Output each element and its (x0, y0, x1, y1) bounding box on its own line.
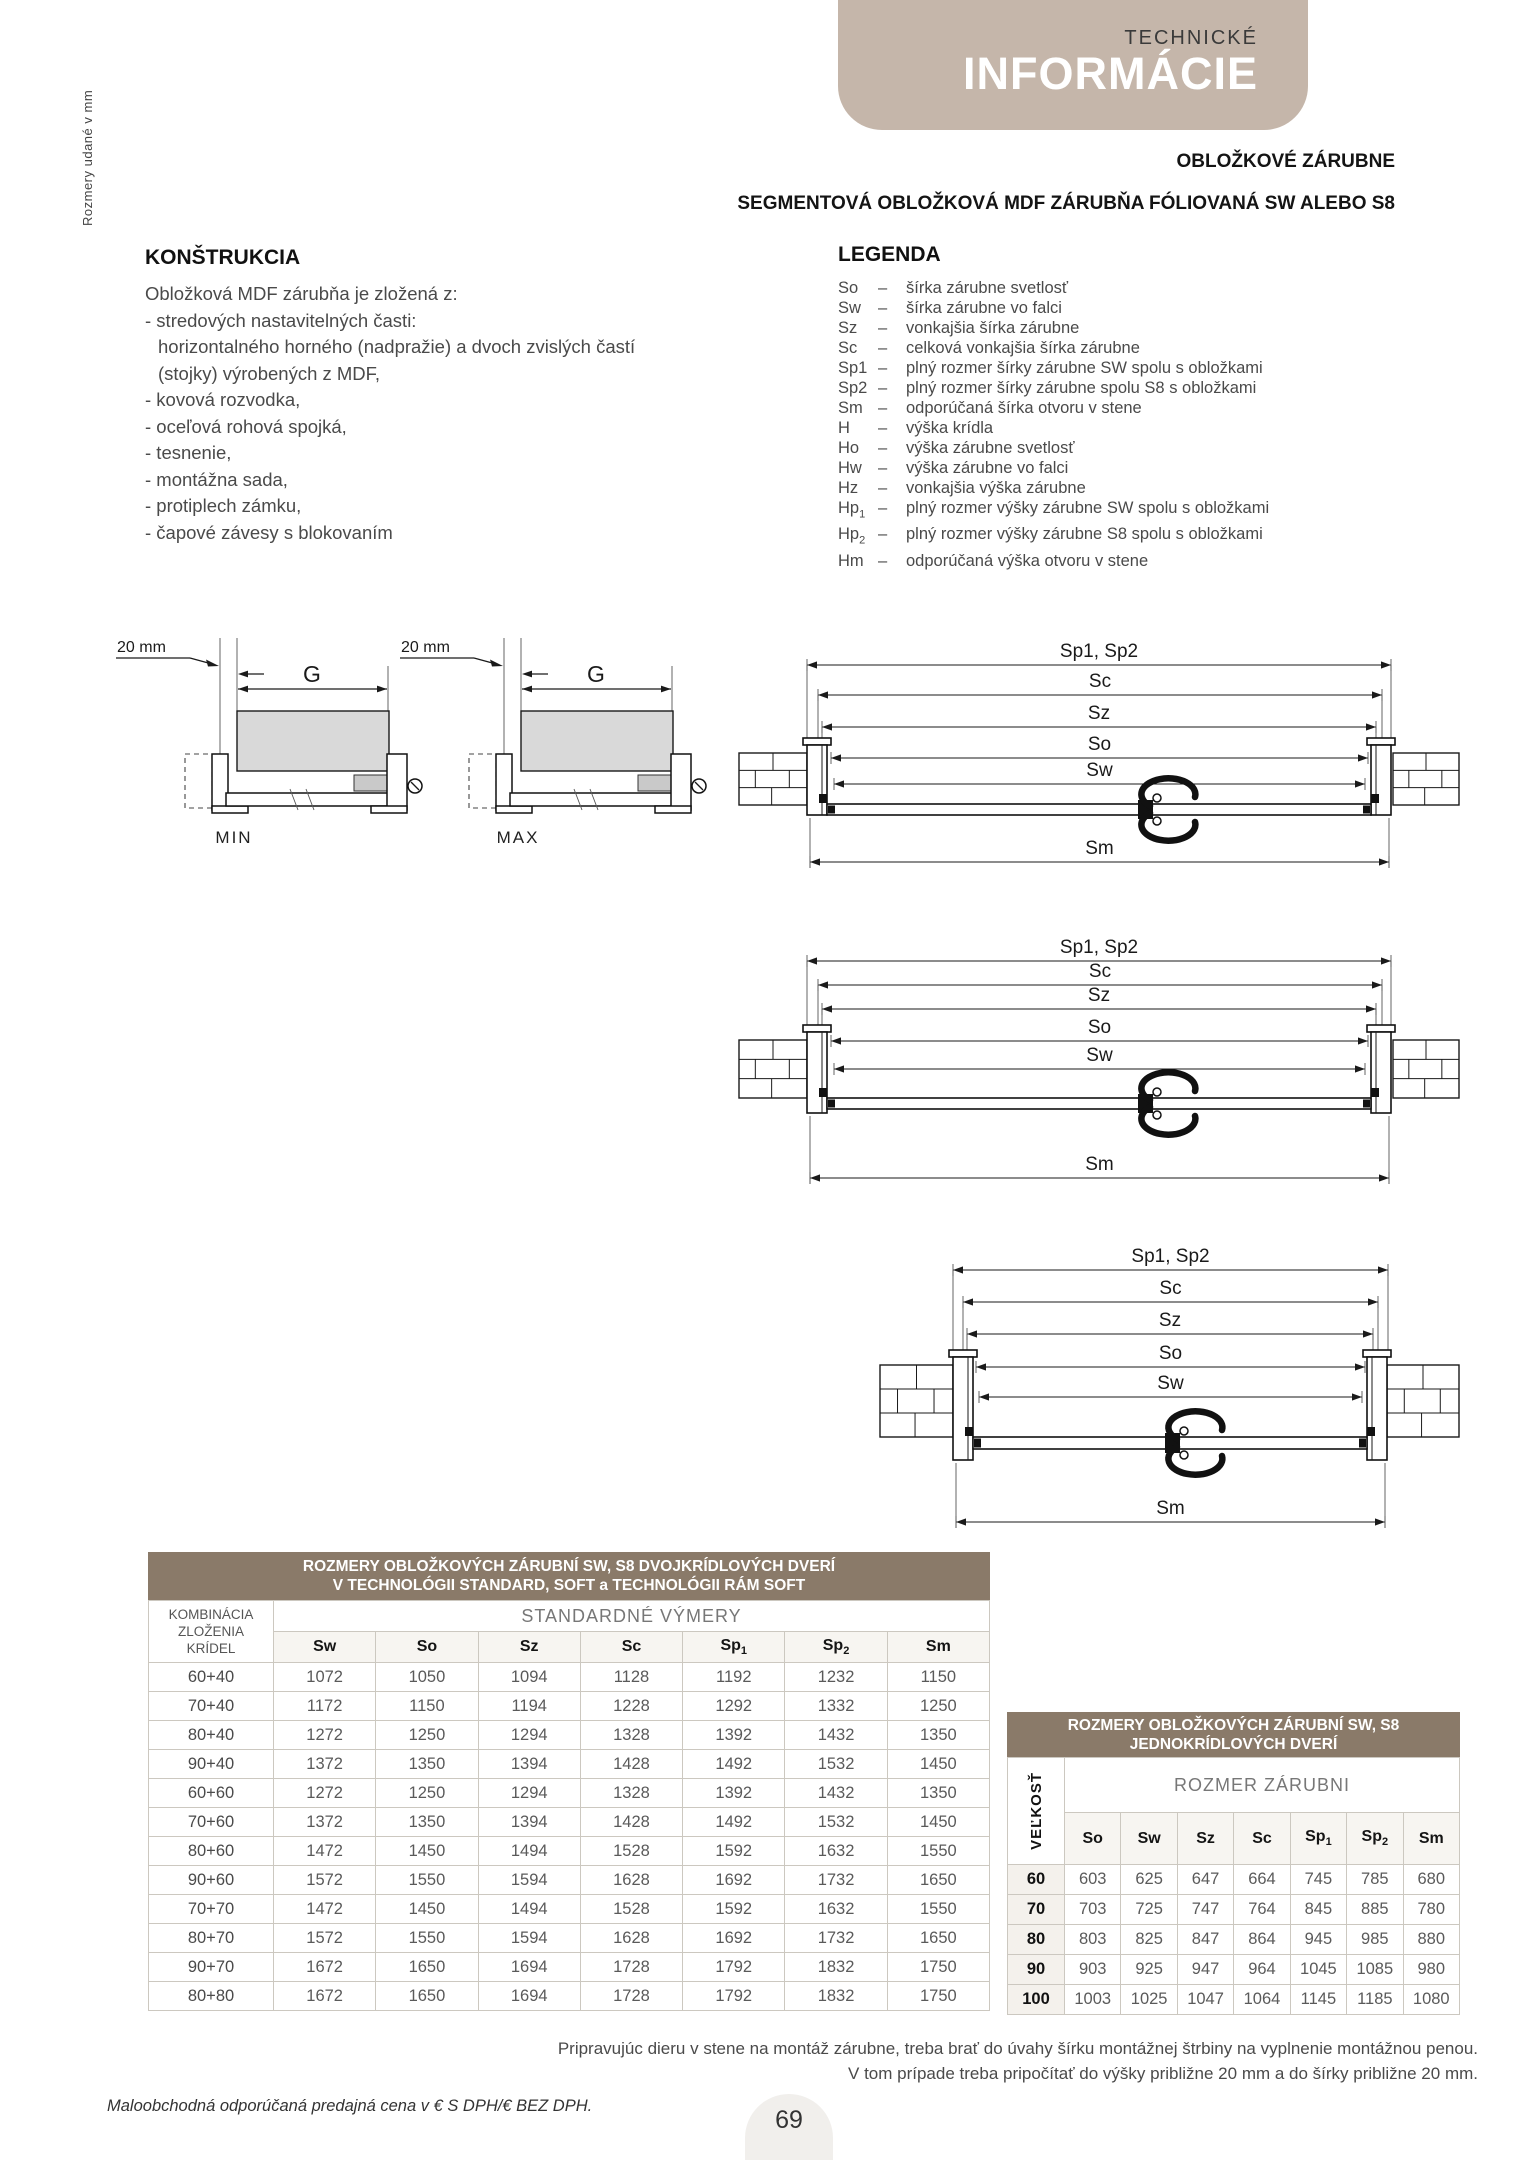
dimension-cell: 1194 (478, 1692, 580, 1721)
brick-wall-right (1393, 753, 1459, 805)
tag-big-title: INFORMÁCIE (963, 48, 1258, 99)
dim-label-sw: Sw (1086, 1045, 1113, 1066)
table-title-line1: ROZMERY OBLOŽKOVÝCH ZÁRUBNÍ SW, S8 DVOJKRÍDLOVÝCH DVERÍ (302, 1558, 836, 1575)
dimension-cell: 1672 (274, 1953, 376, 1982)
wall-section-diagram-2 (730, 937, 1529, 1192)
dimension-cell: 845 (1290, 1895, 1346, 1925)
dimension-cell: 1025 (1121, 1985, 1177, 2015)
jamb-bracket (1363, 1350, 1391, 1357)
text-line: horizontalného horného (nadpražie) a dvoch zvislých častí (158, 336, 636, 357)
table-title-line1: ROZMERY OBLOŽKOVÝCH ZÁRUBNÍ SW, S8 (1067, 1716, 1400, 1734)
frame-jamb (1371, 745, 1391, 815)
legend-item: H – výška krídla (838, 419, 994, 437)
corner-header (1008, 1758, 1065, 1865)
legend-item: Sm – odporúčaná šírka otvoru v stene (838, 399, 1142, 417)
dimension-cell: 1692 (683, 1866, 785, 1895)
dimension-cell: 625 (1121, 1865, 1177, 1895)
dimension-cell: 1550 (376, 1866, 478, 1895)
dimension-cell: 1085 (1347, 1955, 1403, 1985)
column-header: $Sp_1$ (683, 1632, 785, 1663)
dimension-cell: 1694 (478, 1982, 580, 2011)
dimension-cell: 1047 (1177, 1985, 1233, 2015)
dimension-cell: 785 (1347, 1865, 1403, 1895)
section-title: OBLOŽKOVÉ ZÁRUBNE (1176, 151, 1395, 172)
legend-item: Sp1 – plný rozmer šírky zárubne SW spolu s obložkami (838, 359, 1263, 377)
dim-label-sc: Sc (1088, 671, 1112, 692)
row-label: 90+60 (149, 1866, 274, 1895)
dimension-cell: 847 (1177, 1925, 1233, 1955)
dimension-cell: 903 (1065, 1955, 1121, 1985)
text-line: - stredových nastavitelných časti: (145, 309, 417, 331)
dimension-cell: 1432 (785, 1721, 887, 1750)
dimension-cell: 1792 (683, 1953, 785, 1982)
column-header: Sc (1234, 1813, 1290, 1865)
text-line: - montážna sada, (145, 468, 288, 490)
table-row (149, 1692, 990, 1721)
column-header: Sw (274, 1632, 376, 1663)
subheader-row (149, 1632, 990, 1663)
row-label: 60+60 (149, 1779, 274, 1808)
dimension-cell: 1392 (683, 1721, 785, 1750)
column-header: So (376, 1632, 478, 1663)
min-caption: MIN (215, 828, 253, 847)
dim-label-sc: Sc (1088, 961, 1112, 982)
dimension-cell: 1650 (887, 1866, 989, 1895)
dimension-cell: 1272 (274, 1779, 376, 1808)
dimension-cell: 1350 (887, 1721, 989, 1750)
table-row (149, 1953, 990, 1982)
dimension-cell: 1350 (887, 1779, 989, 1808)
dimension-cell: 764 (1234, 1895, 1290, 1925)
table-row (1008, 1955, 1460, 1985)
row-label: 80+70 (149, 1924, 274, 1953)
dim-label-sz: Sz (1158, 1310, 1182, 1331)
row-label: 70+40 (149, 1692, 274, 1721)
dimension-cell: 1450 (887, 1808, 989, 1837)
legend-item: Ho – výška zárubne svetlosť (838, 439, 1075, 457)
column-header: $Sp_1$ (1290, 1813, 1346, 1865)
dimension-cell: 1494 (478, 1895, 580, 1924)
legend-item: Sz – vonkajšia šírka zárubne (838, 319, 1080, 337)
table-row (1008, 1925, 1460, 1955)
table-row (149, 1721, 990, 1750)
dimension-cell: 1450 (887, 1750, 989, 1779)
dimension-cell: 1628 (580, 1924, 682, 1953)
dimension-cell: 1728 (580, 1982, 682, 2011)
dimension-cell: 825 (1121, 1925, 1177, 1955)
table-row (1008, 1985, 1460, 2015)
dimension-cell: 1728 (580, 1953, 682, 1982)
dimension-cell: 1350 (376, 1750, 478, 1779)
dimension-cell: 1550 (887, 1895, 989, 1924)
legend-list (838, 278, 1486, 571)
row-label: 80+80 (149, 1982, 274, 2011)
dimension-cell: 1732 (785, 1866, 887, 1895)
column-header: $Sp_2$ (1347, 1813, 1403, 1865)
column-header: $Sp_2$ (785, 1632, 887, 1663)
dimension-cell: 1050 (376, 1663, 478, 1692)
column-header: So (1065, 1813, 1121, 1865)
dimension-cell: 1232 (785, 1663, 887, 1692)
dimension-cell: 1192 (683, 1663, 785, 1692)
brick-wall-left (739, 753, 807, 805)
double-door-dimensions-table (148, 1552, 990, 2011)
dimension-cell: 1185 (1347, 1985, 1403, 2015)
table-title-band (148, 1552, 990, 1600)
legend-item: $Hp_1$ – plný rozmer výšky zárubne SW spolu s obložkami (838, 499, 1270, 521)
dimension-cell: 1750 (887, 1953, 989, 1982)
row-label: 90+40 (149, 1750, 274, 1779)
dimension-cell: 1650 (376, 1953, 478, 1982)
mounting-note-line2: V tom prípade treba pripočítať do výšky približne 20 mm a do šírky približne 20 mm. (848, 2064, 1478, 2083)
dimension-cell: 725 (1121, 1895, 1177, 1925)
dimension-cell: 1528 (580, 1837, 682, 1866)
table-row (149, 1779, 990, 1808)
dimension-cell: 803 (1065, 1925, 1121, 1955)
dim-g-label: G (303, 661, 321, 687)
table-row (149, 1982, 990, 2011)
column-header: Sz (1177, 1813, 1233, 1865)
dimension-cell: 647 (1177, 1865, 1233, 1895)
dimension-cell: 1292 (683, 1692, 785, 1721)
legend-item: Sc – celková vonkajšia šírka zárubne (838, 339, 1140, 357)
dimension-cell: 1332 (785, 1692, 887, 1721)
corner-header: KOMBINÁCIA ZLOŽENIA KRÍDEL (149, 1601, 274, 1663)
construction-list (145, 281, 725, 546)
dim-label-sc: Sc (1159, 1278, 1182, 1299)
text-line: - kovová rozvodka, (145, 389, 301, 410)
wall-section-diagram-3 (875, 1246, 1465, 1532)
row-label: 80+60 (149, 1837, 274, 1866)
dim-label-sw: Sw (1157, 1373, 1184, 1394)
dim-label-so: So (1087, 1017, 1112, 1038)
dimension-cell: 1145 (1290, 1985, 1346, 2015)
dimension-cell: 1250 (376, 1779, 478, 1808)
dimension-cell: 1250 (376, 1721, 478, 1750)
dimension-cell: 1372 (274, 1750, 376, 1779)
page-number-tab (745, 2094, 833, 2160)
legend-item: So – šírka zárubne svetlosť (838, 279, 1069, 297)
dim-label-sm: Sm (1085, 1154, 1114, 1175)
dimension-cell: 1432 (785, 1779, 887, 1808)
dimension-cell: 1045 (1290, 1955, 1346, 1985)
table-row (149, 1808, 990, 1837)
tag-small-title: TECHNICKÉ (1124, 27, 1258, 49)
dimension-cell: 1592 (683, 1895, 785, 1924)
table-title-line2: JEDNOKRÍDLOVÝCH DVERÍ (1129, 1735, 1338, 1753)
dim-20mm-label: 20 mm (117, 639, 166, 656)
dimension-cell: 1750 (887, 1982, 989, 2011)
table-row (149, 1895, 990, 1924)
frame-jamb (1367, 1357, 1387, 1460)
dimension-cell: 1572 (274, 1924, 376, 1953)
legend-item: Hm – odporúčaná výška otvoru v stene (838, 551, 1149, 570)
column-header: Sm (887, 1632, 989, 1663)
dimension-cell: 1692 (683, 1924, 785, 1953)
text-line: - oceľová rohová spojká, (145, 415, 347, 437)
dimension-cell: 945 (1290, 1925, 1346, 1955)
text-line: - čapové závesy s blokovaním (145, 521, 393, 543)
dimension-cell: 1532 (785, 1808, 887, 1837)
dimension-cell: 1450 (376, 1895, 478, 1924)
dimension-cell: 1492 (683, 1808, 785, 1837)
dimension-cell: 1328 (580, 1721, 682, 1750)
frame-profile-min-diagram (114, 636, 426, 851)
dimension-cell: 1550 (376, 1924, 478, 1953)
page-number: 69 (775, 2106, 803, 2134)
column-header: Sz (478, 1632, 580, 1663)
column-header: Sm (1403, 1813, 1459, 1865)
table-row (149, 1866, 990, 1895)
dimension-cell: 1350 (376, 1808, 478, 1837)
dimension-cell: 1628 (580, 1866, 682, 1895)
text-line: - protiplech zámku, (145, 495, 302, 516)
product-title: SEGMENTOVÁ OBLOŽKOVÁ MDF ZÁRUBŇA FÓLIOVANÁ SW ALEBO S8 (737, 193, 1395, 214)
dimension-cell: 1392 (683, 1779, 785, 1808)
row-label: 80 (1008, 1925, 1065, 1955)
row-label: 70 (1008, 1895, 1065, 1925)
dimension-cell: 1594 (478, 1866, 580, 1895)
dimension-cell: 1792 (683, 1982, 785, 2011)
dimension-cell: 747 (1177, 1895, 1233, 1925)
column-header: Sc (580, 1632, 682, 1663)
frame-jamb (807, 1032, 827, 1113)
text-line: (stojky) výrobených z MDF, (158, 362, 381, 384)
dimension-cell: 885 (1347, 1895, 1403, 1925)
dimension-cell: 1294 (478, 1721, 580, 1750)
jamb-bracket (803, 738, 831, 745)
dim-label-sm: Sm (1156, 1498, 1185, 1519)
table-title-line2: V TECHNOLÓGII STANDARD, SOFT a TECHNOLÓGII RÁM SOFT (332, 1577, 806, 1594)
table-row (149, 1750, 990, 1779)
dimension-cell: 985 (1347, 1925, 1403, 1955)
dimension-cell: 1272 (274, 1721, 376, 1750)
dim-label-sp: Sp1, Sp2 (1059, 937, 1139, 958)
dimension-cell: 1072 (274, 1663, 376, 1692)
dimension-cell: 1632 (785, 1837, 887, 1866)
dim-label-sw: Sw (1086, 760, 1113, 781)
legend-title: LEGENDA (838, 243, 941, 266)
table-row (149, 1924, 990, 1953)
dimension-cell: 745 (1290, 1865, 1346, 1895)
brick-wall-right (1393, 1040, 1459, 1098)
dimension-cell: 1528 (580, 1895, 682, 1924)
dim-label-sp: Sp1, Sp2 (1131, 1246, 1210, 1267)
row-label: 60 (1008, 1865, 1065, 1895)
dimension-cell: 680 (1403, 1865, 1459, 1895)
dimension-cell: 1428 (580, 1750, 682, 1779)
wall-section-diagram-1 (730, 641, 1529, 875)
dimension-cell: 703 (1065, 1895, 1121, 1925)
single-door-dimensions-table (1007, 1712, 1460, 2015)
mounting-note-line1: Pripravujúc dieru v stene na montáž zárubne, treba brať do úvahy šírku montážnej štrbiny na vyplnenie montážnou penou. (557, 2039, 1478, 2058)
dimension-cell: 1572 (274, 1866, 376, 1895)
dimension-cell: 1150 (376, 1692, 478, 1721)
legend-item: Sw – šírka zárubne vo falci (838, 299, 1062, 317)
dimension-cell: 1650 (887, 1924, 989, 1953)
row-label: 60+40 (149, 1663, 274, 1692)
units-note: Rozmery udané v mm (80, 89, 95, 226)
dimension-cell: 1672 (274, 1982, 376, 2011)
frame-profile-max-diagram (398, 636, 710, 851)
frame-jamb (807, 745, 827, 815)
dimension-cell: 1592 (683, 1837, 785, 1866)
door-leaf (827, 804, 1371, 815)
dim-g-label: G (587, 661, 605, 687)
dimension-cell: 1172 (274, 1692, 376, 1721)
row-label: 100 (1008, 1985, 1065, 2015)
dim-20mm-label: 20 mm (401, 639, 450, 656)
section-tag (838, 0, 1308, 130)
single-door-table (1007, 1757, 1460, 2015)
dimension-cell: 1694 (478, 1953, 580, 1982)
dimension-cell: 1394 (478, 1750, 580, 1779)
subheader-row (1008, 1813, 1460, 1865)
row-label: 90 (1008, 1955, 1065, 1985)
legend-item: Hw – výška zárubne vo falci (838, 459, 1069, 477)
dimension-cell: 1294 (478, 1779, 580, 1808)
dimension-cell: 1650 (376, 1982, 478, 2011)
dimension-cell: 1632 (785, 1895, 887, 1924)
legend-item: $Hp_2$ – plný rozmer výšky zárubne S8 spolu s obložkami (838, 525, 1263, 547)
dimension-cell: 1128 (580, 1663, 682, 1692)
jamb-bracket (949, 1350, 977, 1357)
row-label: 70+70 (149, 1895, 274, 1924)
dimension-cell: 1492 (683, 1750, 785, 1779)
dimension-cell: 1250 (887, 1692, 989, 1721)
mounting-note (400, 2036, 1478, 2086)
dimension-cell: 947 (1177, 1955, 1233, 1985)
brick-wall-left (739, 1040, 807, 1098)
dimension-cell: 1328 (580, 1779, 682, 1808)
dim-label-sp: Sp1, Sp2 (1059, 641, 1139, 662)
price-note: Maloobchodná odporúčaná predajná cena v € S DPH/€ BEZ DPH. (107, 2097, 593, 2115)
table-row (149, 1663, 990, 1692)
text-line: - tesnenie, (145, 442, 232, 463)
dim-label-sm: Sm (1085, 838, 1114, 859)
dimension-cell: 1003 (1065, 1985, 1121, 2015)
table-row (149, 1837, 990, 1866)
jamb-bracket (1367, 1025, 1395, 1032)
dimension-cell: 1832 (785, 1982, 887, 2011)
dimension-cell: 1732 (785, 1924, 887, 1953)
column-header: Sw (1121, 1813, 1177, 1865)
dimension-cell: 1472 (274, 1837, 376, 1866)
dimension-cell: 1080 (1403, 1985, 1459, 2015)
dimension-cell: 780 (1403, 1895, 1459, 1925)
legend-item: Sp2 – plný rozmer šírky zárubne spolu S8 s obložkami (838, 379, 1257, 397)
row-label: 80+40 (149, 1721, 274, 1750)
brick-wall-right (1387, 1365, 1459, 1437)
frame-jamb (953, 1357, 973, 1460)
row-label: 70+60 (149, 1808, 274, 1837)
dim-label-so: So (1158, 1343, 1183, 1364)
table-row (1008, 1865, 1460, 1895)
jamb-bracket (1367, 738, 1395, 745)
dimension-cell: 1472 (274, 1895, 376, 1924)
jamb-bracket (803, 1025, 831, 1032)
table-row (1008, 1895, 1460, 1925)
dimension-cell: 980 (1403, 1955, 1459, 1985)
dimension-cell: 1532 (785, 1750, 887, 1779)
group-header: ROZMER ZÁRUBNI (1065, 1758, 1460, 1813)
dimension-cell: 1428 (580, 1808, 682, 1837)
row-label: 90+70 (149, 1953, 274, 1982)
max-caption: MAX (496, 828, 540, 847)
dimension-cell: 1394 (478, 1808, 580, 1837)
dimension-cell: 1832 (785, 1953, 887, 1982)
legend-item: Hz – vonkajšia výška zárubne (838, 479, 1086, 497)
dimension-cell: 964 (1234, 1955, 1290, 1985)
dimension-cell: 603 (1065, 1865, 1121, 1895)
dimension-cell: 1064 (1234, 1985, 1290, 2015)
dimension-cell: 1550 (887, 1837, 989, 1866)
dimension-cell: 925 (1121, 1955, 1177, 1985)
dimension-cell: 1228 (580, 1692, 682, 1721)
dimension-cell: 1450 (376, 1837, 478, 1866)
dimension-cell: 880 (1403, 1925, 1459, 1955)
dim-label-sz: Sz (1087, 985, 1111, 1006)
double-door-table (148, 1600, 990, 2011)
dim-label-sz: Sz (1087, 703, 1111, 724)
legend-block (838, 243, 1486, 571)
dim-label-so: So (1087, 734, 1112, 755)
construction-block (145, 246, 725, 546)
door-leaf (827, 1098, 1371, 1109)
brick-wall-left (880, 1365, 953, 1437)
dimension-cell: 1372 (274, 1808, 376, 1837)
dimension-cell: 1594 (478, 1924, 580, 1953)
dimension-cell: 1094 (478, 1663, 580, 1692)
dimension-cell: 864 (1234, 1925, 1290, 1955)
size-header: VEĽKOSŤ (1027, 1772, 1045, 1850)
group-header: STANDARDNÉ VÝMERY (274, 1601, 990, 1632)
construction-title: KONŠTRUKCIA (145, 246, 301, 269)
dimension-cell: 1494 (478, 1837, 580, 1866)
frame-jamb (1371, 1032, 1391, 1113)
dimension-cell: 664 (1234, 1865, 1290, 1895)
dimension-cell: 1150 (887, 1663, 989, 1692)
table-title-band (1007, 1712, 1460, 1757)
text-line: Obložková MDF zárubňa je zložená z: (145, 283, 458, 304)
